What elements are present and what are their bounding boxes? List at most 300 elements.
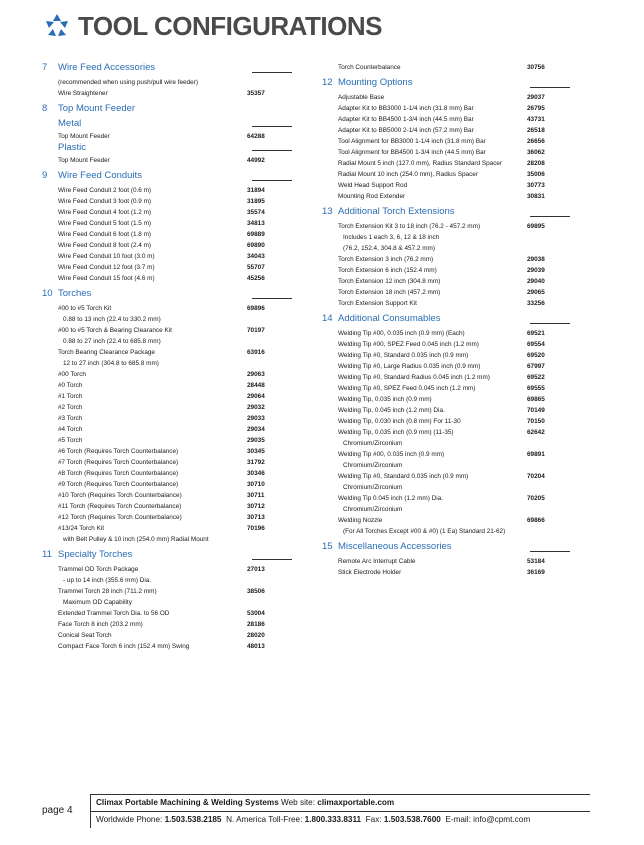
- list-item: [322, 254, 570, 265]
- divider: [252, 298, 292, 299]
- part-number: 69520: [527, 352, 545, 359]
- section-number: 12: [322, 77, 333, 88]
- subsection-label: Plastic: [58, 142, 86, 153]
- part-number: 35357: [247, 90, 265, 97]
- part-number: 26656: [527, 138, 545, 145]
- item-name: Torch Bearing Clearance Package: [58, 349, 155, 356]
- fax-label: Fax:: [365, 815, 382, 824]
- divider: [530, 551, 570, 552]
- item-name: Torch Extension 6 inch (152.4 mm): [338, 267, 437, 274]
- section: [322, 77, 570, 202]
- item-name: Torch Extension 18 inch (457.2 mm): [338, 289, 441, 296]
- part-number: 70150: [527, 418, 545, 425]
- list-item: [322, 526, 570, 537]
- part-number: 29034: [247, 426, 265, 433]
- item-name: Top Mount Feeder: [58, 157, 110, 164]
- item-name: Includes 1 each 3, 6, 12 & 18 inch: [343, 234, 440, 241]
- list-item: [322, 438, 570, 449]
- part-number: 29065: [527, 289, 545, 296]
- section-number: 9: [42, 170, 48, 181]
- section-heading: [42, 288, 292, 303]
- list-item: [42, 314, 292, 325]
- item-name: (For All Torches Except #00 & #0) (1 Ea) Standard 21-62): [343, 528, 506, 535]
- list-item: [42, 347, 292, 358]
- item-name: Trammel Torch 28 inch (711.2 mm): [58, 588, 157, 595]
- right-column: [322, 62, 570, 582]
- list-item: [42, 303, 292, 314]
- list-item: [42, 185, 292, 196]
- list-item: [322, 416, 570, 427]
- list-item: [42, 446, 292, 457]
- section-heading: [42, 170, 292, 185]
- part-number: 69891: [527, 451, 545, 458]
- list-item: [322, 504, 570, 515]
- divider: [530, 323, 570, 324]
- part-number: 30713: [247, 514, 265, 521]
- item-name: #5 Torch: [58, 437, 83, 444]
- item-name: #11 Torch (Requires Torch Counterbalance): [58, 503, 182, 510]
- list-item: [322, 567, 570, 578]
- section-title: Top Mount Feeder: [58, 103, 136, 114]
- list-item: [322, 383, 570, 394]
- part-number: 28448: [247, 382, 265, 389]
- part-number: 69555: [527, 385, 545, 392]
- item-name: Welding Tip #00, 0.035 inch (0.9 mm): [338, 451, 445, 458]
- section-title: Additional Torch Extensions: [338, 206, 455, 217]
- item-name: Face Torch 8 inch (203.2 mm): [58, 621, 143, 628]
- section-number: 11: [42, 549, 52, 560]
- list-item: [42, 369, 292, 380]
- item-name: Wire Feed Conduit 15 foot (4.6 m): [58, 275, 155, 282]
- list-item: [322, 328, 570, 339]
- section-title: Wire Feed Conduits: [58, 170, 142, 181]
- part-number: 35006: [527, 171, 545, 178]
- section-number: 15: [322, 541, 333, 552]
- item-name: with Belt Pulley & 10 inch (254.0 mm) Radial Mount: [63, 536, 209, 543]
- section-heading: [322, 313, 570, 328]
- item-name: #00 to #5 Torch Kit: [58, 305, 112, 312]
- item-name: Torch Extension Support Kit: [338, 300, 417, 307]
- list-item: [322, 147, 570, 158]
- item-name: #12 Torch (Requires Torch Counterbalance): [58, 514, 182, 521]
- item-name: Welding Tip #00, SPEZ Feed 0.045 inch (1.2 mm): [338, 341, 479, 348]
- part-number: 29040: [527, 278, 545, 285]
- section-number: 14: [322, 313, 333, 324]
- list-item: [42, 575, 292, 586]
- list-item: [42, 523, 292, 534]
- item-name: #9 Torch (Requires Torch Counterbalance): [58, 481, 179, 488]
- footer-contact-line: [96, 815, 530, 824]
- divider: [530, 87, 570, 88]
- item-name: Welding Tip #0, Standard 0.035 inch (0.9 mm): [338, 352, 469, 359]
- item-name: Chromium/Zirconium: [343, 440, 403, 447]
- website-link[interactable]: climaxportable.com: [317, 798, 395, 807]
- item-name: Weld Head Support Rod: [338, 182, 408, 189]
- list-item: [322, 460, 570, 471]
- list-item: [322, 169, 570, 180]
- page-number: page 4: [42, 805, 73, 816]
- part-number: 70205: [527, 495, 545, 502]
- footer-company-line: [96, 798, 394, 807]
- item-name: Extended Trammel Torch Dia. to 56 OD: [58, 610, 170, 617]
- list-item: [42, 534, 292, 545]
- item-name: Top Mount Feeder: [58, 133, 110, 140]
- list-item: [322, 191, 570, 202]
- item-name: Wire Feed Conduit 12 foot (3.7 m): [58, 264, 155, 271]
- list-item: [322, 243, 570, 254]
- item-name: #00 Torch: [58, 371, 86, 378]
- part-number: 69889: [247, 231, 265, 238]
- worldwide-phone: 1.503.538.2185: [164, 815, 222, 824]
- item-name: 0.88 to 13 inch (22.4 to 330.2 mm): [63, 316, 161, 323]
- list-item: [322, 114, 570, 125]
- part-number: 43731: [527, 116, 545, 123]
- list-item: [322, 136, 570, 147]
- list-item: [42, 325, 292, 336]
- subsection-title: [58, 118, 292, 131]
- item-name: #10 Torch (Requires Torch Counterbalance): [58, 492, 182, 499]
- section-title: Torches: [58, 288, 92, 299]
- worldwide-label: Worldwide Phone:: [96, 815, 163, 824]
- section: [42, 170, 292, 284]
- part-number: 69521: [527, 330, 545, 337]
- section-heading: [322, 77, 570, 92]
- fax-number: 1.503.538.7600: [383, 815, 441, 824]
- list-item: [42, 490, 292, 501]
- list-item: [42, 336, 292, 347]
- part-number: 28020: [247, 632, 265, 639]
- list-item: [42, 641, 292, 652]
- item-name: Adjustable Base: [338, 94, 385, 101]
- list-item: [42, 564, 292, 575]
- item-name: #6 Torch (Requires Torch Counterbalance): [58, 448, 179, 455]
- part-number: 34043: [247, 253, 265, 260]
- part-number: 35574: [247, 209, 265, 216]
- list-item: [42, 240, 292, 251]
- part-number: 29033: [247, 415, 265, 422]
- part-number: 31894: [247, 187, 265, 194]
- item-name: #4 Torch: [58, 426, 83, 433]
- part-number: 70197: [247, 327, 265, 334]
- item-name: Remote Arc Interrupt Cable: [338, 558, 416, 565]
- section-number: 10: [42, 288, 53, 299]
- item-name: #8 Torch (Requires Torch Counterbalance): [58, 470, 179, 477]
- part-number: 69522: [527, 374, 545, 381]
- divider: [252, 180, 292, 181]
- subsection-label: Metal: [58, 118, 82, 129]
- part-number: 69896: [247, 305, 265, 312]
- subsection-title: [58, 142, 292, 155]
- list-item: [322, 287, 570, 298]
- list-item: [42, 435, 292, 446]
- list-item: [322, 103, 570, 114]
- item-name: Radial Mount 10 inch (254.0 mm), Radius Spacer: [338, 171, 478, 178]
- divider: [252, 72, 292, 73]
- part-number: 69865: [527, 396, 545, 403]
- list-item: [42, 218, 292, 229]
- part-number: 30711: [247, 492, 265, 499]
- part-number: 29039: [527, 267, 545, 274]
- list-item: [42, 586, 292, 597]
- section-number: 8: [42, 103, 48, 114]
- part-number: 70196: [247, 525, 265, 532]
- list-item: [42, 131, 292, 142]
- item-name: Mounting Rod Extender: [338, 193, 406, 200]
- item-name: Wire Feed Conduit 3 foot (0.9 m): [58, 198, 152, 205]
- section-heading: [322, 541, 570, 556]
- part-number: 29035: [247, 437, 265, 444]
- list-item: [322, 493, 570, 504]
- section-heading: [322, 206, 570, 221]
- part-number: 69890: [247, 242, 265, 249]
- list-item: [42, 468, 292, 479]
- part-number: 45256: [247, 275, 265, 282]
- list-item: [42, 262, 292, 273]
- item-name: Welding Tip, 0.045 inch (1.2 mm) Dia.: [338, 407, 445, 414]
- list-item: [322, 449, 570, 460]
- part-number: 67997: [527, 363, 545, 370]
- part-number: 44992: [247, 157, 265, 164]
- na-label: N. America Toll-Free:: [226, 815, 303, 824]
- part-number: 36169: [527, 569, 545, 576]
- part-number: 30710: [247, 481, 265, 488]
- list-item: [322, 471, 570, 482]
- part-number: 28208: [527, 160, 545, 167]
- item-name: 0.88 to 27 inch (22.4 to 685.8 mm): [63, 338, 161, 345]
- item-name: Torch Extension 12 inch (304.8 mm): [338, 278, 441, 285]
- part-number: 26518: [527, 127, 545, 134]
- item-name: Trammel OD Torch Package: [58, 566, 139, 573]
- item-name: Welding Tip, 0.030 inch (0.8 mm) For 11-30: [338, 418, 461, 425]
- list-item: [42, 630, 292, 641]
- item-name: Compact Face Torch 6 inch (152.4 mm) Swing: [58, 643, 190, 650]
- item-name: Torch Counterbalance: [338, 64, 401, 71]
- part-number: 69866: [527, 517, 545, 524]
- part-number: 30773: [527, 182, 545, 189]
- part-number: 30712: [247, 503, 265, 510]
- section-title: Wire Feed Accessories: [58, 62, 156, 73]
- section: [42, 103, 292, 166]
- item-name: Wire Feed Conduit 4 foot (1.2 m): [58, 209, 152, 216]
- list-item: [322, 276, 570, 287]
- item-name: Wire Feed Conduit 10 foot (3.0 m): [58, 253, 155, 260]
- item-name: Welding Tip #0, SPEZ Feed 0.045 inch (1.2 mm): [338, 385, 476, 392]
- part-number: 62642: [527, 429, 545, 436]
- part-number: 29063: [247, 371, 265, 378]
- part-number: 63916: [247, 349, 265, 356]
- list-item: [42, 273, 292, 284]
- item-name: #1 Torch: [58, 393, 83, 400]
- part-number: 29037: [527, 94, 545, 101]
- part-number: 33256: [527, 300, 545, 307]
- item-name: Torch Extension 3 inch (76.2 mm): [338, 256, 434, 263]
- part-number: 29038: [527, 256, 545, 263]
- item-name: (recommended when using push/pull wire feeder): [58, 79, 198, 86]
- item-name: Adapter Kit to BB3000 1-1/4 inch (31.8 mm) Bar: [338, 105, 474, 112]
- item-name: #0 Torch: [58, 382, 83, 389]
- list-item: [42, 251, 292, 262]
- item-name: Wire Feed Conduit 6 foot (1.8 m): [58, 231, 152, 238]
- list-item: [322, 372, 570, 383]
- list-item: [322, 158, 570, 169]
- item-name: Chromium/Zirconium: [343, 506, 403, 513]
- list-item: [42, 424, 292, 435]
- section-title: Miscellaneous Accessories: [338, 541, 452, 552]
- list-item: [322, 265, 570, 276]
- list-item: [42, 88, 292, 99]
- item-name: #3 Torch: [58, 415, 83, 422]
- list-item: [322, 515, 570, 526]
- item-name: Wire Feed Conduit 5 foot (1.5 m): [58, 220, 152, 227]
- part-number: 70149: [527, 407, 545, 414]
- website-label: Web site:: [281, 798, 316, 807]
- list-item: [42, 207, 292, 218]
- section-heading: [42, 103, 292, 118]
- left-column: [42, 62, 292, 656]
- item-name: Conical Seat Torch: [58, 632, 112, 639]
- item-name: 12 to 27 inch (304.8 to 685.8 mm): [63, 360, 159, 367]
- item-name: Chromium/Zirconium: [343, 484, 403, 491]
- section-title: Additional Consumables: [338, 313, 441, 324]
- list-item: [322, 125, 570, 136]
- item-name: - up to 14 inch (355.6 mm) Dia.: [63, 577, 152, 584]
- list-item: [42, 402, 292, 413]
- item-name: Tool Alignment for BB3000 1-1/4 inch (31.8 mm) Bar: [338, 138, 486, 145]
- divider: [252, 150, 292, 151]
- list-item: [322, 221, 570, 232]
- part-number: 64288: [247, 133, 265, 140]
- list-item: [42, 457, 292, 468]
- item-name: Welding Tip #0, Large Radius 0.035 inch (0.9 mm): [338, 363, 481, 370]
- item-name: Welding Tip 0.045 inch (1.2 mm) Dia.: [338, 495, 444, 502]
- section-number: 7: [42, 62, 48, 73]
- item-name: (76.2, 152.4, 304.8 & 457.2 mm): [343, 245, 436, 252]
- item-name: Welding Nozzle: [338, 517, 383, 524]
- part-number: 31895: [247, 198, 265, 205]
- spacer: [42, 652, 292, 656]
- list-item: [42, 608, 292, 619]
- section: [322, 62, 570, 73]
- item-name: Adapter Kit to BB5000 2-1/4 inch (57.2 mm) Bar: [338, 127, 474, 134]
- section-heading: [42, 62, 292, 77]
- item-name: Stick Electrode Holder: [338, 569, 402, 576]
- page-footer: [42, 794, 590, 828]
- list-item: [322, 405, 570, 416]
- part-number: 31792: [247, 459, 265, 466]
- item-name: Wire Feed Conduit 8 foot (2.4 m): [58, 242, 152, 249]
- list-item: [322, 394, 570, 405]
- item-name: #00 to #5 Torch & Bearing Clearance Kit: [58, 327, 172, 334]
- item-name: Wire Straightener: [58, 90, 108, 97]
- part-number: 30346: [247, 470, 265, 477]
- page-title: TOOL CONFIGURATIONS: [78, 11, 382, 41]
- company-name: Climax Portable Machining & Welding Systems: [96, 798, 279, 807]
- part-number: 55707: [247, 264, 265, 271]
- list-item: [42, 479, 292, 490]
- item-name: #7 Torch (Requires Torch Counterbalance): [58, 459, 179, 466]
- section: [42, 549, 292, 652]
- list-item: [42, 501, 292, 512]
- part-number: 26795: [527, 105, 545, 112]
- section-title: Specialty Torches: [58, 549, 133, 560]
- list-item: [322, 180, 570, 191]
- list-item: [322, 92, 570, 103]
- list-item: [322, 482, 570, 493]
- part-number: 34813: [247, 220, 265, 227]
- part-number: 69554: [527, 341, 545, 348]
- part-number: 30831: [527, 193, 545, 200]
- item-name: Wire Feed Conduit 2 foot (0.6 m): [58, 187, 152, 194]
- list-item: [42, 229, 292, 240]
- section-title: Mounting Options: [338, 77, 413, 88]
- part-number: 29032: [247, 404, 265, 411]
- section: [322, 541, 570, 578]
- item-name: Maximum OD Capability: [63, 599, 132, 606]
- part-number: 53184: [527, 558, 545, 565]
- section: [42, 62, 292, 99]
- section: [42, 288, 292, 545]
- divider: [530, 216, 570, 217]
- section-heading: [42, 549, 292, 564]
- list-item: [42, 597, 292, 608]
- part-number: 27013: [247, 566, 265, 573]
- email-label: E-mail:: [445, 815, 471, 824]
- item-name: Welding Tip, 0.035 inch (0.9 mm) (11-35): [338, 429, 454, 436]
- part-number: 69895: [527, 223, 545, 230]
- list-item: [42, 391, 292, 402]
- list-item: [322, 298, 570, 309]
- list-item: [42, 155, 292, 166]
- part-number: 29064: [247, 393, 265, 400]
- list-item: [322, 62, 570, 73]
- section: [322, 206, 570, 309]
- list-item: [42, 358, 292, 369]
- part-number: 38506: [247, 588, 265, 595]
- part-number: 30756: [527, 64, 545, 71]
- item-name: Torch Extension Kit 3 to 18 inch (76.2 - 457.2 mm): [338, 223, 481, 230]
- part-number: 30345: [247, 448, 265, 455]
- section: [322, 313, 570, 537]
- item-name: Welding Tip #0, Standard 0.035 inch (0.9 mm): [338, 473, 469, 480]
- climax-logo-icon: [42, 12, 72, 42]
- part-number: 28186: [247, 621, 265, 628]
- divider: [252, 126, 292, 127]
- list-item: [42, 77, 292, 88]
- item-name: Chromium/Zirconium: [343, 462, 403, 469]
- part-number: 53004: [247, 610, 265, 617]
- part-number: 70204: [527, 473, 545, 480]
- item-name: Adapter Kit to BB4500 1-3/4 inch (44.5 mm) Bar: [338, 116, 474, 123]
- item-name: #13/24 Torch Kit: [58, 525, 105, 532]
- email-link[interactable]: info@cpmt.com: [473, 815, 531, 824]
- list-item: [322, 339, 570, 350]
- list-item: [42, 413, 292, 424]
- item-name: Radial Mount 5 inch (127.0 mm), Radius Standard Spacer: [338, 160, 503, 167]
- part-number: 36062: [527, 149, 545, 156]
- list-item: [42, 380, 292, 391]
- list-item: [322, 556, 570, 567]
- section-number: 13: [322, 206, 333, 217]
- list-item: [322, 427, 570, 438]
- list-item: [42, 196, 292, 207]
- list-item: [42, 512, 292, 523]
- list-item: [42, 619, 292, 630]
- list-item: [322, 232, 570, 243]
- item-name: Welding Tip, 0.035 inch (0.9 mm): [338, 396, 432, 403]
- item-name: Welding Tip #0, Standard Radius 0.045 inch (1.2 mm): [338, 374, 490, 381]
- divider: [252, 559, 292, 560]
- spacer: [322, 578, 570, 582]
